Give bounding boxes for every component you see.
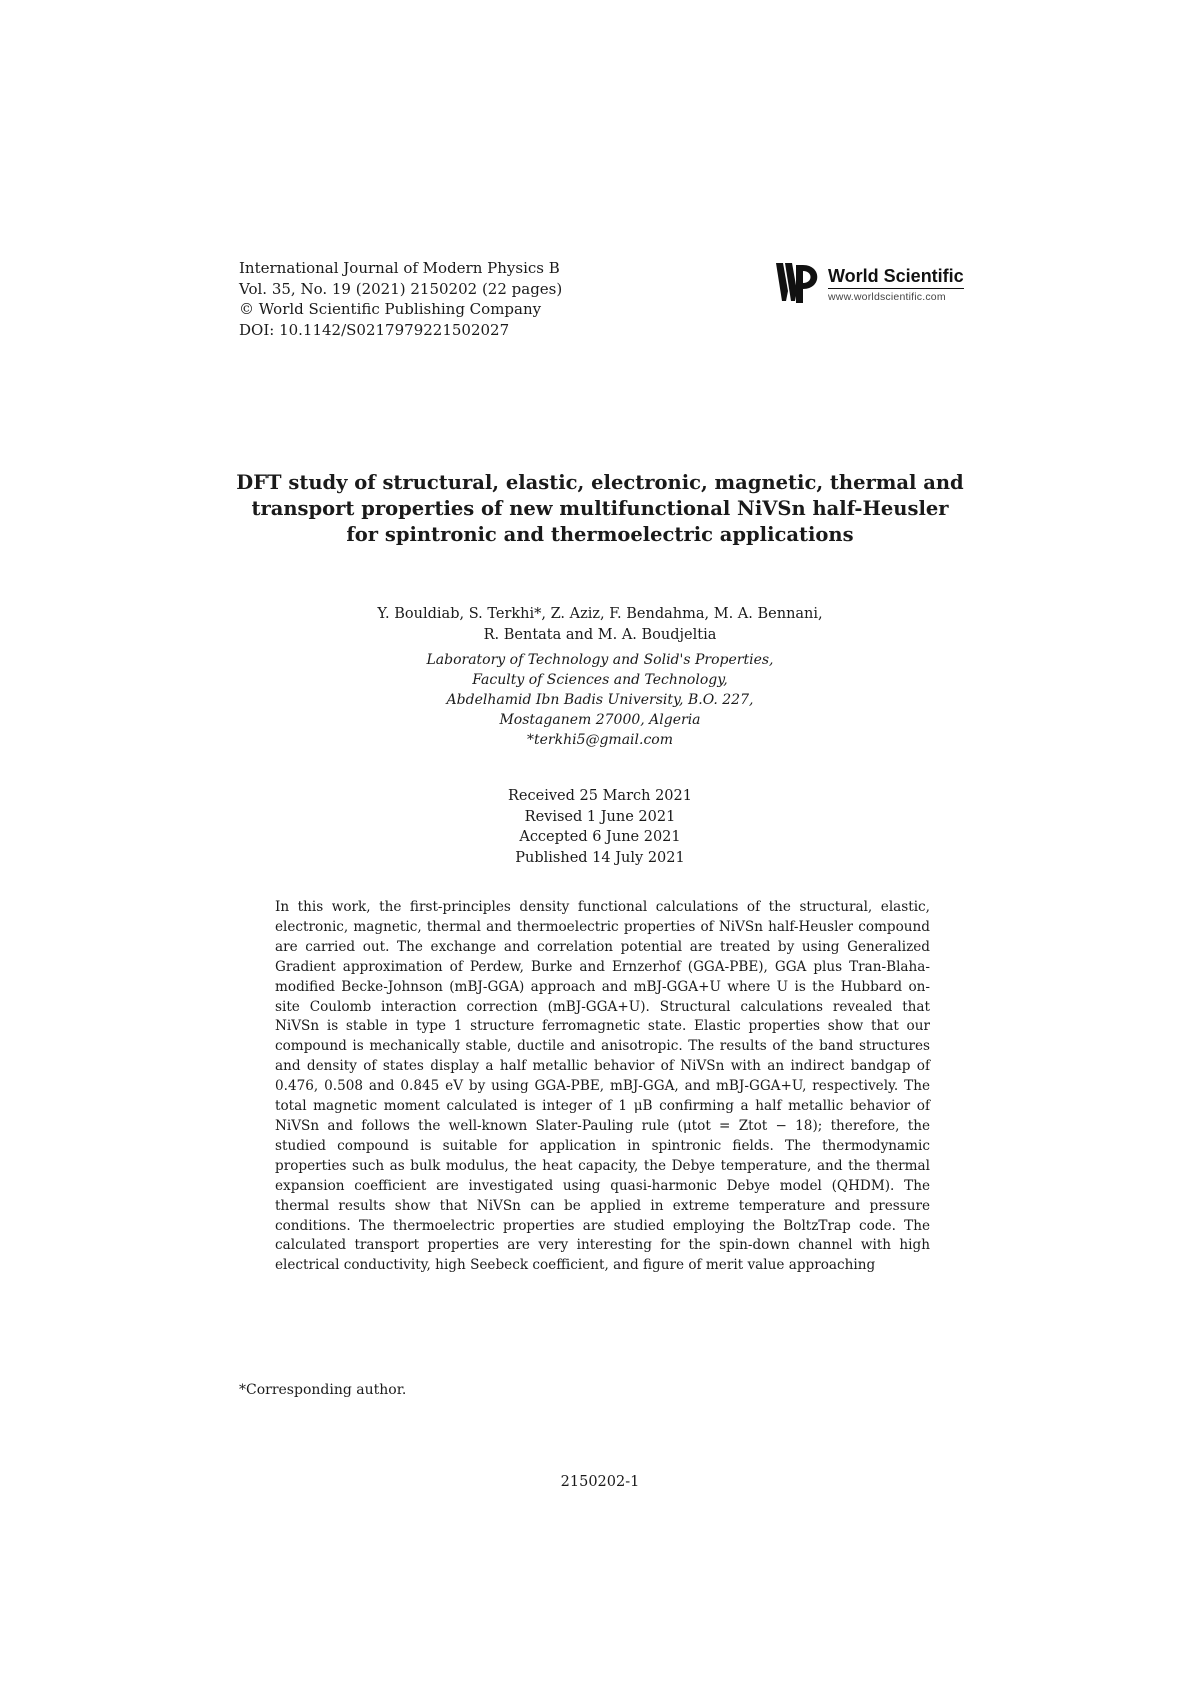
author-list xyxy=(200,604,1000,645)
title-line: DFT study of structural, elastic, electronic, magnetic, thermal and xyxy=(236,471,964,494)
authors-line: Y. Bouldiab, S. Terkhi*, Z. Aziz, F. Bendahma, M. A. Bennani, xyxy=(377,606,823,622)
abstract: In this work, the first-principles density functional calculations of the structural, elastic, electronic, magnetic, thermal and thermoelectric properties of NiVSn half-Heusler compound are carried out. The exchange and correlation potential are treated by using Generalized Gradient approximation of Perdew, Burke and Ernzerhof (GGA-PBE), GGA plus Tran-Blaha-modified Becke-Johnson (mBJ-GGA) approach and mBJ-GGA+U where U is the Hubbard on-site Coulomb interaction correction (mBJ-GGA+U). Structural calculations revealed that NiVSn is stable in type 1 structure ferromagnetic state. Elastic properties show that our compound is mechanically stable, ductile and anisotropic. The results of the band structures and density of states display a half metallic behavior of NiVSn with an indirect bandgap of 0.476, 0.508 and 0.845 eV by using GGA-PBE, mBJ-GGA, and mBJ-GGA+U, respectively. The total magnetic moment calculated is integer of 1 μB confirming a half metallic behavior of NiVSn and follows the well-known Slater-Pauling rule (μtot = Ztot − 18); therefore, the studied compound is suitable for application in spintronic fields. The thermodynamic properties such as bulk modulus, the heat capacity, the Debye temperature, and the thermal expansion coefficient are investigated using quasi-harmonic Debye model (QHDM). The thermal results show that NiVSn can be applied in extreme temperature and pressure conditions. The thermoelectric properties are studied employing the BoltzTrap code. The calculated transport properties are very interesting for the spin-down channel with high electrical conductivity, high Seebeck coefficient, and figure of merit value approaching xyxy=(275,899,930,1274)
affiliation-line: Abdelhamid Ibn Badis University, B.O. 227, xyxy=(446,692,754,708)
publication-dates xyxy=(200,786,1000,868)
accepted-date: Accepted 6 June 2021 xyxy=(519,829,681,845)
title-line: transport properties of new multifunctional NiVSn half-Heusler xyxy=(251,497,949,520)
doi-line: DOI: 10.1142/S0217979221502027 xyxy=(239,320,510,339)
corresponding-email[interactable]: *terkhi5@gmail.com xyxy=(526,732,674,748)
copyright-line: © World Scientific Publishing Company xyxy=(239,300,542,318)
journal-header xyxy=(239,258,562,340)
affiliation-line: Laboratory of Technology and Solid's Properties, xyxy=(426,652,774,668)
affiliation-line: Faculty of Sciences and Technology, xyxy=(472,672,728,688)
publisher-logo[interactable] xyxy=(776,261,976,309)
volume-line: Vol. 35, No. 19 (2021) 2150202 (22 pages) xyxy=(239,279,563,298)
journal-name: International Journal of Modern Physics B xyxy=(239,259,560,277)
world-scientific-logo xyxy=(776,261,824,305)
received-date: Received 25 March 2021 xyxy=(508,788,692,804)
title-line: for spintronic and thermoelectric applications xyxy=(346,523,854,546)
publisher-name: World Scientific xyxy=(828,266,964,286)
affiliation-line: Mostaganem 27000, Algeria xyxy=(499,712,701,728)
corresponding-author-footnote: *Corresponding author. xyxy=(239,1382,407,1398)
affiliation xyxy=(200,650,1000,750)
authors-line: R. Bentata and M. A. Boudjeltia xyxy=(483,626,717,643)
paper-title xyxy=(150,470,1050,548)
page-number: 2150202-1 xyxy=(560,1474,640,1490)
publisher-url[interactable]: www.worldscientific.com xyxy=(828,291,946,303)
published-date: Published 14 July 2021 xyxy=(515,849,685,866)
revised-date: Revised 1 June 2021 xyxy=(524,808,676,825)
